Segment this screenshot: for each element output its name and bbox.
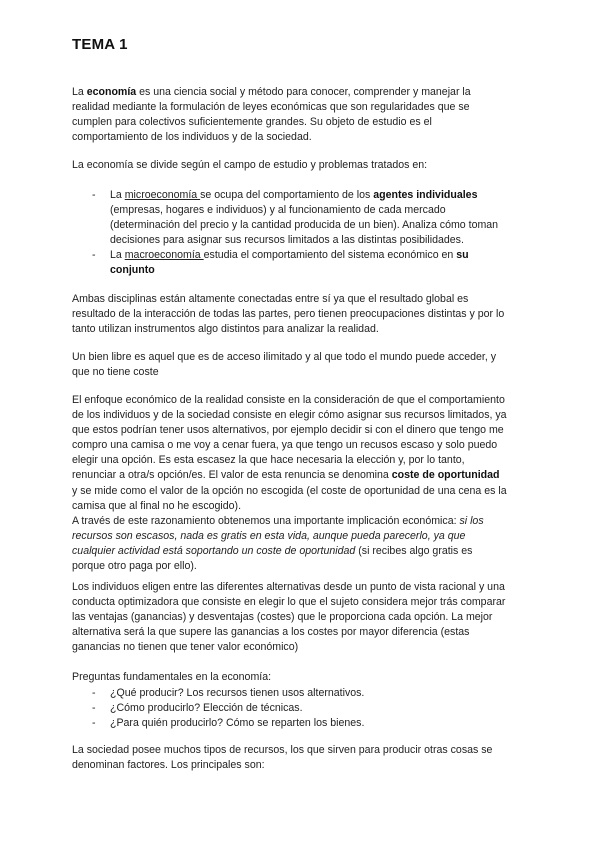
text-line: realidad mediante la formulación de leyes económicas que son regularidades que se: [72, 101, 470, 114]
text-line: ganancias no tienen que tener valor económico): [72, 641, 299, 654]
text-line: camisa que al final no he escogido).: [72, 499, 242, 512]
paragraph-division: [72, 158, 530, 173]
text-line: las ventajas (ganancias) y desventajas (costes) que le proporciona cada opción. La mejor: [72, 611, 493, 624]
paragraph-individuos-eligen: [72, 580, 530, 655]
bold-term-su: su: [456, 249, 469, 261]
text-line: Los individuos eligen entre las diferentes alternativas desde un punto de vista racional y una: [72, 581, 505, 593]
text-line: La microeconomía se ocupa del comportamiento de los agentes individuales: [110, 189, 478, 201]
bold-term-agentes-individuales: agentes individuales: [373, 189, 478, 201]
bold-term-economia: economía: [86, 86, 137, 98]
text-line: que estos podrían tener usos alternativos, por ejemplo decidir si con el dinero que tengo me: [72, 424, 504, 437]
bullet-dash: -: [92, 702, 96, 714]
text-line: denominan factores. Los principales son:: [72, 759, 265, 772]
text-line: resultado de la interacción de todas las partes, pero tienen preocupaciones distintas y por lo: [72, 308, 505, 321]
paragraph-preguntas: [72, 670, 530, 685]
text-line: Preguntas fundamentales en la economía:: [72, 671, 272, 683]
text-line: comportamiento de los individuos y de la sociedad.: [72, 131, 312, 144]
text-line: decisiones para asignar sus recursos limitados a las distintas posibilidades.: [110, 234, 464, 247]
paragraph-enfoque-economico: [72, 393, 530, 574]
text-line: La economía se divide según el campo de estudio y problemas tratados en:: [72, 159, 428, 171]
text-line: conducta optimizadora que consiste en elegir lo que el sujeto considera mejor trás comparar: [72, 596, 506, 609]
list-item-como-producirlo: [92, 701, 532, 717]
text-line: Ambas disciplinas están altamente conectadas entre sí ya que el resultado global es: [72, 293, 469, 305]
text-line: porque otro paga por ello).: [72, 560, 197, 573]
italic-implication: si los: [459, 514, 484, 527]
text-line: de los individuos y de la sociedad consiste en elegir cómo asignar sus recursos limitados, ya: [72, 409, 507, 422]
text-line: ¿Qué producir? Los recursos tienen usos alternativos.: [110, 687, 365, 699]
italic-implication: recursos son escasos, nada es gratis en esta vida, aunque pueda parecerlo, ya que: [72, 529, 466, 542]
underlined-term-macroeconomia: macroeconomía: [124, 249, 204, 261]
bullet-dash: -: [92, 249, 96, 261]
text-line: cualquier actividad está soportando un coste de oportunidad (si recibes algo gratis es: [72, 544, 473, 557]
italic-implication: cualquier actividad está soportando un coste de oportunidad: [72, 544, 356, 557]
text-line: La economía es una ciencia social y método para conocer, comprender y manejar la: [72, 86, 471, 98]
text-line: tanto utilizan instrumentos algo distintos para analizar la realidad.: [72, 323, 379, 336]
text-line: cumplen para colectivos suficientemente grandes. Su objeto de estudio es el: [72, 116, 432, 129]
text-line: (empresas, hogares e individuos) y al funcionamiento de cada mercado: [110, 204, 446, 217]
text-line: ¿Para quién producirlo? Cómo se reparten los bienes.: [110, 717, 365, 729]
bullet-dash: -: [92, 189, 96, 201]
text-line: ¿Cómo producirlo? Elección de técnicas.: [110, 702, 303, 714]
list-item-macroeconomia: [92, 248, 532, 280]
text-line: que no tiene coste: [72, 366, 159, 379]
text-line: renunciar a otra/s opción/es. El valor de esta renuncia se denomina coste de oportunidad: [72, 469, 500, 482]
text-line: y se mide como el valor de la opción no escogida (el coste de oportunidad de una cena es la: [72, 484, 507, 497]
paragraph-recursos: [72, 743, 530, 773]
text-line: El enfoque económico de la realidad consiste en la consideración de que el comportamiento: [72, 394, 505, 406]
text-line: La sociedad posee muchos tipos de recursos, los que sirven para producir otras cosas se: [72, 744, 493, 756]
underlined-term-microeconomia: microeconomía: [124, 189, 201, 201]
paragraph-economia-definition: [72, 85, 530, 145]
text-line: compro una camisa o me voy a cenar fuera, ya que tengo un recusos escaso y solo puedo: [72, 439, 498, 452]
bold-term-conjunto: conjunto: [110, 264, 155, 277]
paragraph-disciplinas: [72, 292, 530, 337]
text-line: elegir una opción. Es esta escasez la que hace necesaria la elección y, por lo tanto,: [72, 454, 465, 467]
bullet-dash: -: [92, 717, 96, 729]
bullet-dash: -: [92, 687, 96, 699]
text-line: A través de este razonamiento obtenemos una importante implicación económica: si los: [72, 514, 484, 527]
bold-term-coste-oportunidad: coste de oportunidad: [391, 469, 500, 482]
list-item-para-quien: [92, 716, 532, 732]
paragraph-bien-libre: [72, 350, 530, 380]
text-line: (determinación del precio y la cantidad producida de un bien). Analiza cómo toman: [110, 219, 499, 232]
text-line: La macroeconomía estudia el comportamiento del sistema económico en su: [110, 249, 469, 261]
list-item-microeconomia: [92, 188, 532, 250]
page-title: TEMA 1: [72, 36, 128, 53]
text-line: alternativa será la que supere las ganancias a los costes por mayor diferencia (estas: [72, 626, 470, 639]
text-line: Un bien libre es aquel que es de acceso ilimitado y al que todo el mundo puede acceder, y: [72, 351, 497, 363]
list-item-que-producir: [92, 686, 532, 702]
